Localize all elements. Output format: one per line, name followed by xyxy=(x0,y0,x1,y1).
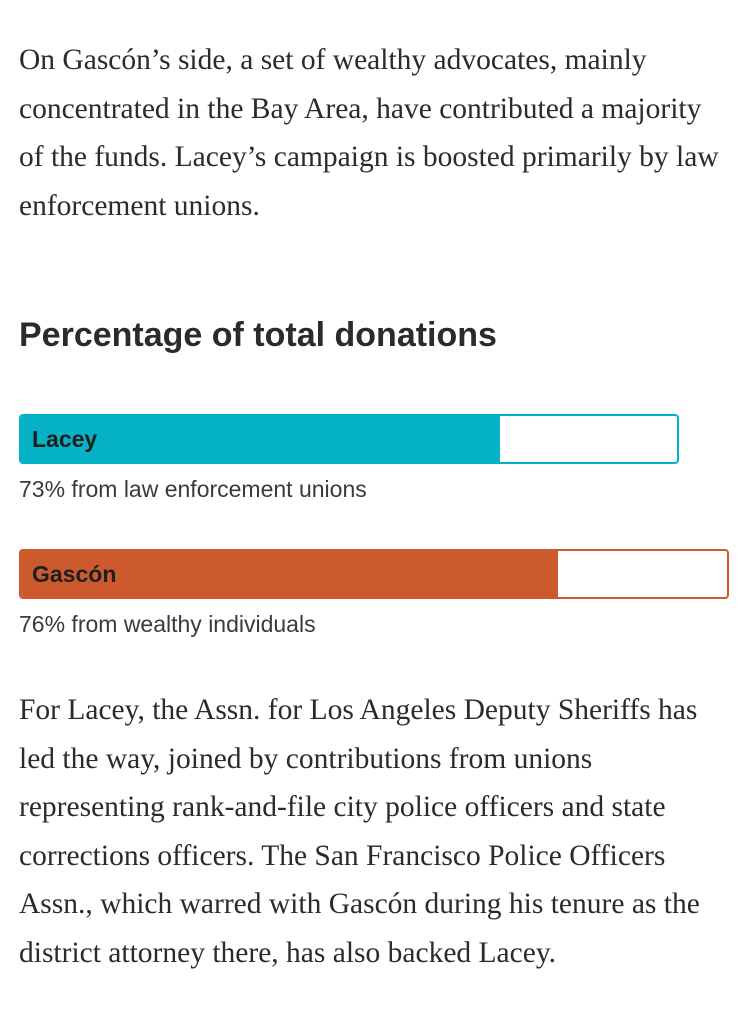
bar-label-lacey: Lacey xyxy=(32,426,98,452)
intro-paragraph: On Gascón’s side, a set of wealthy advocates, mainly concentrated in the Bay Area, have contributed a majority of the funds. Lacey’s campaign is boosted primarily by law enforcement unions. xyxy=(19,44,719,222)
bar-group-lacey xyxy=(19,414,679,504)
bar-track-gascon xyxy=(19,549,729,599)
bar-label-gascon: Gascón xyxy=(32,561,117,587)
bar-caption-gascon: 76% from wealthy individuals xyxy=(19,611,316,637)
bar-group-gascon xyxy=(19,549,729,639)
bar-caption-lacey: 73% from law enforcement unions xyxy=(19,476,367,502)
chart-title: Percentage of total donations xyxy=(19,316,497,354)
bar-track-lacey xyxy=(19,414,679,464)
followup-paragraph: For Lacey, the Assn. for Los Angeles Deputy Sheriffs has led the way, joined by contributions from unions representing rank-and-file city police officers and state corrections officers. The San Francisco Police Officers Assn., which warred with Gascón during his tenure as the district attorney there, has also backed Lacey. xyxy=(19,694,700,969)
